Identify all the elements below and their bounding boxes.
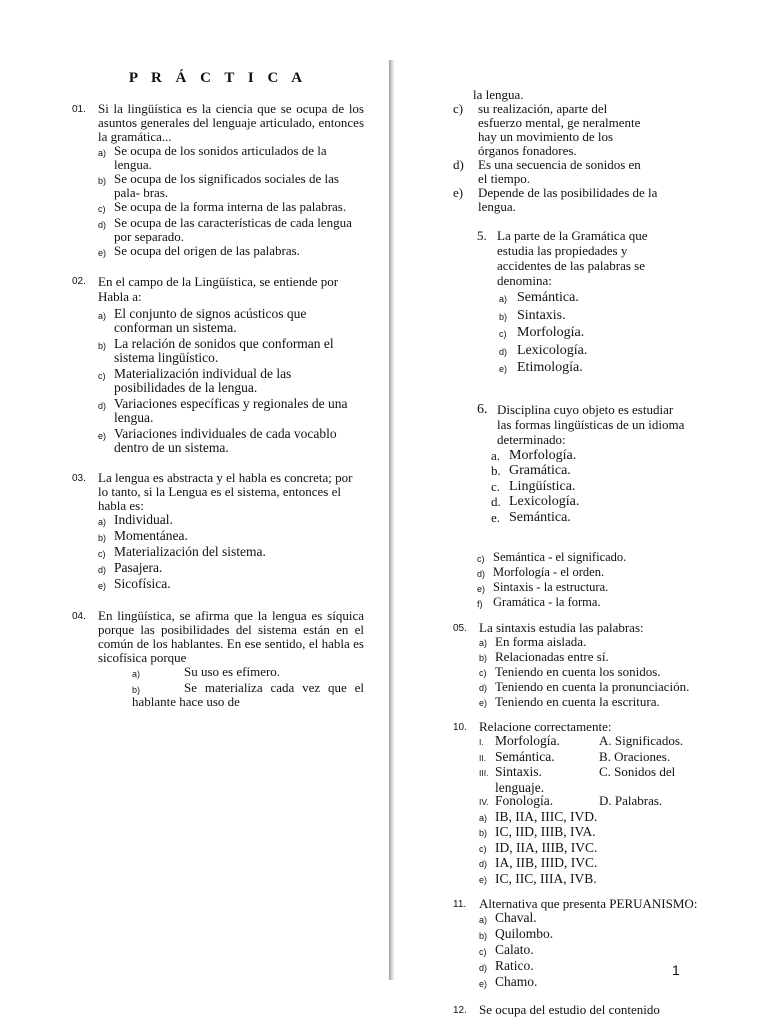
option-c: c) Morfología. (499, 325, 585, 340)
option-c: c. Lingüística. (491, 478, 576, 494)
fragment-options (453, 551, 715, 611)
option-a: a) En forma aislada. (479, 634, 587, 649)
question-number: 12. (453, 1005, 467, 1016)
option-c: c) Se ocupa de la forma interna de las palabras. (98, 199, 347, 214)
continued-line: la lengua. (473, 87, 524, 102)
option-a: a) Semántica. (499, 290, 579, 305)
option-e: e) IC, IIC, IIIA, IVB. (479, 870, 597, 886)
question-04 (72, 609, 364, 709)
page-number: 1 (672, 962, 680, 978)
option-d: d) Se ocupa de las características de cada lengua por separado. (98, 215, 352, 244)
option-b: b) Sintaxis. (499, 307, 566, 323)
question-text: Si la lingüística es la ciencia que se ocupa de los asuntos generales del lenguaje articulado, entonces la gramática... (98, 101, 364, 144)
question-text: Alternativa que presenta PERUANISMO: (479, 896, 698, 911)
relation-row: I. Morfología. A. Significados. (479, 733, 684, 748)
question-03 (72, 471, 364, 593)
question-number: 11. (453, 899, 467, 910)
option-b: b) Se materializa cada vez que el hablante hace uso de (132, 680, 364, 709)
option-e: e) Etimología. (499, 360, 583, 375)
question-text: Se ocupa del estudio del contenido (479, 1002, 660, 1017)
option-a: a. Morfología. (491, 447, 577, 463)
option-a: a) Individual. (98, 512, 173, 527)
question-02 (72, 274, 364, 455)
relation-row: lenguaje. (495, 779, 545, 795)
option-b: b. Gramática. (491, 463, 571, 478)
question-text: La lengua es abstracta y el habla es concreta; por lo tanto, si la Lengua es el sistema, entonces el habla es: (98, 470, 353, 513)
option-a: a) IB, IIA, IIIC, IVD. (479, 808, 598, 824)
option-b: b) Quilombo. (479, 926, 554, 941)
option-d: d) Ratico. (479, 958, 534, 973)
question-text: La parte de la Gramática que estudia las propiedades y accidentes de las palabras se denomina: (497, 228, 648, 288)
question-number: 05. (453, 623, 467, 634)
right-column (453, 88, 715, 1018)
question-text: Relacione correctamente: (479, 719, 612, 734)
option-b: b) Momentánea. (98, 528, 188, 543)
continued-option-e: e) Depende de las posibilidades de la lengua. (453, 185, 658, 214)
option-c: c) Materialización individual de las posibilidades de la lengua. (98, 366, 292, 395)
question-text: La sintaxis estudia las palabras: (479, 620, 644, 635)
option-c: c) ID, IIA, IIIB, IVC. (479, 839, 598, 855)
question-text: Disciplina cuyo objeto es estudiar las formas lingüísticas de un idioma determinado: (497, 401, 685, 447)
question-05 (453, 621, 715, 710)
option-d: d) IA, IIB, IIID, IVC. (479, 855, 598, 870)
question-number: 6. (477, 401, 488, 417)
column-divider (389, 60, 394, 980)
option-a: a) Chaval. (479, 910, 537, 925)
option-e: e) Chamo. (479, 974, 538, 989)
question-number: 5. (477, 228, 487, 243)
page-title: P R Á C T I C A (128, 70, 308, 86)
option-c: c) Calato. (479, 942, 534, 957)
fragment-option-d: d) Morfología - el orden. (477, 565, 605, 579)
option-c: c) Materialización del sistema. (98, 544, 266, 559)
relation-row: II. Semántica. B. Oraciones. (479, 748, 671, 764)
option-e: e) Se ocupa del origen de las palabras. (98, 243, 300, 258)
question-number: 03. (72, 473, 86, 484)
fragment-option-f: f) Gramática - la forma. (477, 595, 601, 609)
option-a: a) Su uso es efímero. (132, 664, 281, 679)
option-d: d) Teniendo en cuenta la pronunciación. (479, 679, 690, 694)
option-b: b) Relacionadas entre sí. (479, 649, 609, 664)
option-b: b) La relación de sonidos que conforman el sistema lingüístico. (98, 336, 334, 365)
option-b: b) IC, IID, IIIB, IVA. (479, 824, 596, 839)
option-c: c) Teniendo en cuenta los sonidos. (479, 664, 661, 679)
option-d: d. Lexicología. (491, 494, 580, 509)
question-number: 02. (72, 276, 86, 287)
option-e: e) Variaciones individuales de cada vocablo dentro de un sistema. (98, 426, 337, 455)
option-d: d) Variaciones específicas y regionales de una lengua. (98, 396, 348, 425)
question-text: En lingüística, se afirma que la lengua es síquica porque las posibilidades del sistema están en el común de los hablantes. En ese sentido, el habla es sicofísica porque (98, 608, 364, 665)
question-10 (453, 720, 715, 887)
question-12 (453, 1003, 715, 1018)
fragment-option-e: e) Sintaxis - la estructura. (477, 580, 609, 594)
fragment-option-c: c) Semántica - el significado. (477, 550, 627, 564)
question-5 (453, 228, 715, 378)
option-e: e) Teniendo en cuenta la escritura. (479, 694, 660, 709)
option-a: a) El conjunto de signos acústicos que conforman un sistema. (98, 306, 307, 335)
question-01 (72, 102, 364, 260)
option-a: a) Se ocupa de los sonidos articulados de la lengua. (98, 143, 327, 172)
question-number: 04. (72, 611, 86, 622)
relation-row: III. Sintaxis. C. Sonidos del (479, 764, 676, 779)
left-column (72, 70, 364, 709)
relation-row: IV. Fonología. D. Palabras. (479, 793, 663, 808)
question-text: En el campo de la Lingüística, se entiende por Habla a: (98, 274, 339, 304)
option-e: e) Sicofísica. (98, 576, 171, 591)
option-d: d) Pasajera. (98, 560, 163, 575)
continued-option-d: d) Es una secuencia de sonidos en el tiempo. (453, 157, 641, 186)
question-number: 10. (453, 722, 467, 733)
option-b: b) Se ocupa de los significados sociales de las pala- bras. (98, 171, 339, 200)
option-d: d) Lexicología. (499, 342, 588, 358)
relation-table (479, 734, 715, 810)
question-number: 01. (72, 104, 86, 115)
option-e: e. Semántica. (491, 509, 571, 525)
continued-option-c: c) su realización, aparte del esfuerzo mental, ge neralmente hay un movimiento de los órganos fonadores. (453, 101, 641, 158)
question-6 (453, 402, 715, 526)
